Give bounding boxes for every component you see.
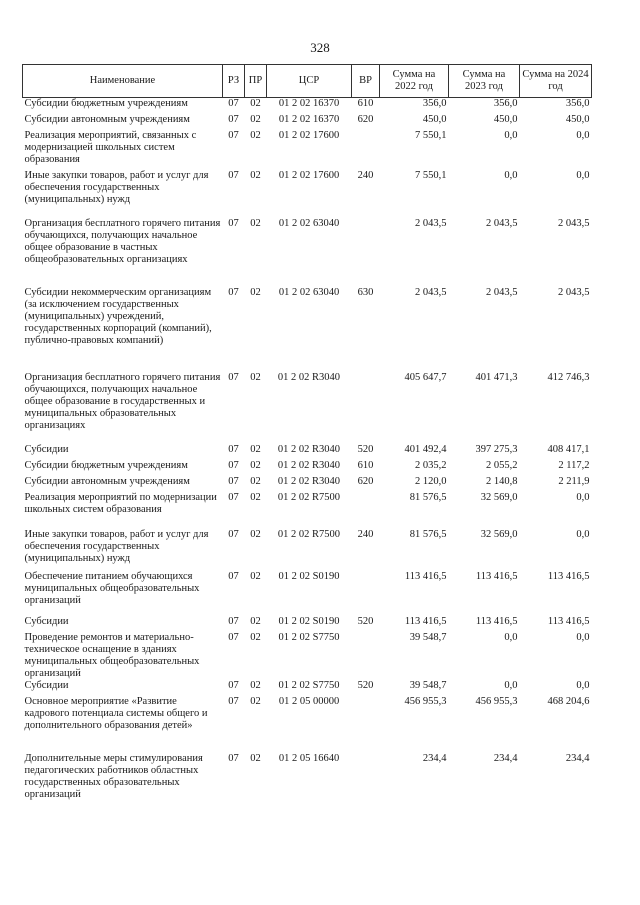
table-row [23, 571, 592, 616]
cell-name: Субсидии [24, 679, 69, 691]
header-pr: ПР [245, 65, 267, 98]
cell-csr: 01 2 02 63040 [278, 217, 340, 229]
cell-rz: 07 [228, 631, 239, 643]
cell-rz: 07 [228, 752, 239, 764]
cell-name: Субсидии [24, 443, 69, 455]
cell-vr: 240 [357, 169, 374, 181]
cell-csr: 01 2 02 S0190 [278, 615, 340, 627]
cell-vr: 520 [357, 443, 374, 455]
cell-2024: 412 746,3 [547, 371, 590, 383]
cell-pr: 02 [250, 217, 261, 229]
cell-vr [352, 753, 380, 827]
header-csr: ЦСР [267, 65, 352, 98]
cell-2024: 0,0 [576, 129, 590, 141]
cell-vr: 240 [357, 528, 374, 540]
page-number: 328 [310, 40, 330, 55]
cell-vr [352, 632, 380, 680]
cell-vr [352, 372, 380, 444]
cell-csr: 01 2 05 16640 [278, 752, 340, 764]
cell-2022: 113 416,5 [404, 570, 447, 582]
table-row [23, 680, 592, 696]
cell-2024: 468 204,6 [547, 695, 590, 707]
cell-rz: 07 [228, 113, 239, 125]
cell-2024: 450,0 [565, 113, 590, 125]
cell-name: Субсидии автономным учреждениям [24, 475, 190, 487]
cell-csr: 01 2 02 R7500 [277, 491, 341, 503]
cell-2022: 81 576,5 [409, 491, 447, 503]
cell-vr [352, 218, 380, 287]
cell-pr: 02 [250, 615, 261, 627]
table-row [23, 696, 592, 753]
cell-2022: 39 548,7 [409, 631, 447, 643]
cell-2022: 7 550,1 [415, 129, 447, 141]
cell-csr: 01 2 02 S7750 [278, 631, 340, 643]
cell-rz: 07 [228, 570, 239, 582]
cell-vr: 630 [357, 286, 374, 298]
cell-pr: 02 [250, 679, 261, 691]
cell-2024: 113 416,5 [547, 615, 590, 627]
cell-csr: 01 2 02 17600 [278, 129, 340, 141]
cell-2022: 39 548,7 [409, 679, 447, 691]
table-row [23, 444, 592, 460]
cell-name: Реализация мероприятий, связанных с модернизацией школьных систем образования [24, 129, 197, 165]
cell-vr [352, 571, 380, 616]
cell-2024: 408 417,1 [547, 443, 590, 455]
header-rz: РЗ [223, 65, 245, 98]
table-row [23, 632, 592, 680]
cell-2024: 2 117,2 [558, 459, 590, 471]
cell-2023: 397 275,3 [475, 443, 518, 455]
cell-2024: 0,0 [576, 631, 590, 643]
cell-rz: 07 [228, 491, 239, 503]
cell-2022: 450,0 [422, 113, 447, 125]
cell-2022: 456 955,3 [404, 695, 447, 707]
cell-2023: 0,0 [504, 631, 518, 643]
cell-csr: 01 2 02 16370 [278, 98, 340, 109]
cell-vr: 520 [357, 679, 374, 691]
cell-rz: 07 [228, 129, 239, 141]
cell-rz: 07 [228, 528, 239, 540]
cell-rz: 07 [228, 695, 239, 707]
cell-pr: 02 [250, 286, 261, 298]
cell-rz: 07 [228, 217, 239, 229]
cell-name: Субсидии автономным учреждениям [24, 113, 190, 125]
cell-2024: 0,0 [576, 491, 590, 503]
cell-csr: 01 2 02 17600 [278, 169, 340, 181]
cell-rz: 07 [228, 679, 239, 691]
cell-pr: 02 [250, 491, 261, 503]
cell-2024: 0,0 [576, 169, 590, 181]
table-row [23, 616, 592, 632]
cell-rz: 07 [228, 459, 239, 471]
cell-name: Субсидии бюджетным учреждениям [24, 98, 188, 109]
cell-2024: 0,0 [576, 528, 590, 540]
cell-name: Основное мероприятие «Развитие кадрового потенциала системы общего и дополнительного образования детей» [24, 695, 208, 731]
cell-2023: 234,4 [493, 752, 518, 764]
header-vr: ВР [352, 65, 380, 98]
cell-2023: 450,0 [493, 113, 518, 125]
table-header-row [23, 65, 592, 98]
cell-2022: 405 647,7 [404, 371, 447, 383]
table-row [23, 218, 592, 287]
cell-csr: 01 2 02 R3040 [277, 371, 341, 383]
cell-pr: 02 [250, 695, 261, 707]
cell-2022: 234,4 [422, 752, 447, 764]
cell-rz: 07 [228, 475, 239, 487]
cell-2024: 2 043,5 [558, 217, 590, 229]
cell-2023: 2 140,8 [486, 475, 518, 487]
table-row [23, 114, 592, 130]
table-row [23, 529, 592, 571]
cell-2023: 32 569,0 [480, 528, 518, 540]
table-row [23, 287, 592, 372]
cell-name: Организация бесплатного горячего питания обучающихся, получающих начальное общее образование в государственных и муниципальных образовательных организациях [24, 371, 221, 431]
cell-pr: 02 [250, 475, 261, 487]
cell-2023: 32 569,0 [480, 491, 518, 503]
cell-2022: 2 043,5 [415, 286, 447, 298]
cell-name: Дополнительные меры стимулирования педагогических работников областных государственных образовательных организаций [24, 752, 203, 800]
cell-name: Обеспечение питанием обучающихся муниципальных общеобразовательных организаций [24, 570, 200, 606]
cell-pr: 02 [250, 113, 261, 125]
cell-pr: 02 [250, 570, 261, 582]
table-row [23, 492, 592, 529]
cell-pr: 02 [250, 371, 261, 383]
cell-2022: 2 035,2 [415, 459, 447, 471]
cell-2023: 401 471,3 [475, 371, 518, 383]
cell-vr: 620 [357, 113, 374, 125]
cell-2023: 113 416,5 [475, 570, 518, 582]
cell-csr: 01 2 02 S7750 [278, 679, 340, 691]
cell-2022: 2 120,0 [415, 475, 447, 487]
cell-2024: 2 043,5 [558, 286, 590, 298]
header-2022: Сумма на 2022 год [380, 65, 449, 98]
cell-2022: 2 043,5 [415, 217, 447, 229]
table-row [23, 753, 592, 827]
cell-csr: 01 2 05 00000 [278, 695, 340, 707]
cell-pr: 02 [250, 459, 261, 471]
cell-name: Субсидии [24, 615, 69, 627]
cell-2024: 356,0 [565, 98, 590, 109]
table-row [23, 460, 592, 476]
cell-name: Субсидии бюджетным учреждениям [24, 459, 188, 471]
cell-csr: 01 2 02 R3040 [277, 475, 341, 487]
cell-name: Иные закупки товаров, работ и услуг для обеспечения государственных (муниципальных) нужд [24, 528, 209, 564]
cell-pr: 02 [250, 129, 261, 141]
cell-name: Проведение ремонтов и материально-техническое оснащение в зданиях муниципальных общеобразовательных организаций [24, 631, 200, 679]
cell-name: Организация бесплатного горячего питания обучающихся, получающих начальное общее образование в частных общеобразовательных организациях [24, 217, 221, 265]
cell-2023: 113 416,5 [475, 615, 518, 627]
cell-2022: 401 492,4 [404, 443, 447, 455]
cell-rz: 07 [228, 98, 239, 109]
cell-csr: 01 2 02 16370 [278, 113, 340, 125]
cell-pr: 02 [250, 631, 261, 643]
cell-2023: 2 055,2 [486, 459, 518, 471]
header-name: Наименование [23, 65, 223, 98]
cell-2023: 0,0 [504, 129, 518, 141]
cell-2024: 113 416,5 [547, 570, 590, 582]
cell-vr [352, 130, 380, 170]
cell-2023: 356,0 [493, 98, 518, 109]
cell-2023: 2 043,5 [486, 286, 518, 298]
cell-rz: 07 [228, 371, 239, 383]
cell-2022: 356,0 [422, 98, 447, 109]
cell-rz: 07 [228, 443, 239, 455]
cell-pr: 02 [250, 98, 261, 109]
header-2023: Сумма на 2023 год [449, 65, 520, 98]
cell-csr: 01 2 02 S0190 [278, 570, 340, 582]
cell-csr: 01 2 02 R3040 [277, 459, 341, 471]
cell-pr: 02 [250, 528, 261, 540]
cell-name: Иные закупки товаров, работ и услуг для обеспечения государственных (муниципальных) нужд [24, 169, 209, 205]
cell-2024: 234,4 [565, 752, 590, 764]
cell-vr: 520 [357, 615, 374, 627]
cell-2023: 2 043,5 [486, 217, 518, 229]
cell-rz: 07 [228, 169, 239, 181]
table-row [23, 372, 592, 444]
table-row [23, 130, 592, 170]
table-row [23, 170, 592, 218]
cell-vr: 610 [357, 98, 374, 109]
cell-csr: 01 2 02 R7500 [277, 528, 341, 540]
cell-2023: 0,0 [504, 679, 518, 691]
cell-vr [352, 696, 380, 753]
cell-vr: 620 [357, 475, 374, 487]
cell-vr: 610 [357, 459, 374, 471]
cell-2023: 0,0 [504, 169, 518, 181]
cell-2024: 0,0 [576, 679, 590, 691]
cell-rz: 07 [228, 286, 239, 298]
cell-2022: 81 576,5 [409, 528, 447, 540]
cell-pr: 02 [250, 752, 261, 764]
cell-pr: 02 [250, 443, 261, 455]
cell-vr [352, 492, 380, 529]
cell-name: Субсидии некоммерческим организациям (за исключением государственных (муниципальных) учреждений, государственных корпораций (компаний), публично-правовых компаний) [24, 286, 212, 346]
cell-2024: 2 211,9 [558, 475, 590, 487]
cell-pr: 02 [250, 169, 261, 181]
cell-name: Реализация мероприятий по модернизации школьных систем образования [24, 491, 217, 515]
cell-csr: 01 2 02 R3040 [277, 443, 341, 455]
cell-rz: 07 [228, 615, 239, 627]
cell-2022: 7 550,1 [415, 169, 447, 181]
header-2024: Сумма на 2024 год [520, 65, 592, 98]
cell-2023: 456 955,3 [475, 695, 518, 707]
budget-table [22, 64, 592, 827]
cell-2022: 113 416,5 [404, 615, 447, 627]
table-row [23, 476, 592, 492]
cell-csr: 01 2 02 63040 [278, 286, 340, 298]
table-row [23, 98, 592, 114]
